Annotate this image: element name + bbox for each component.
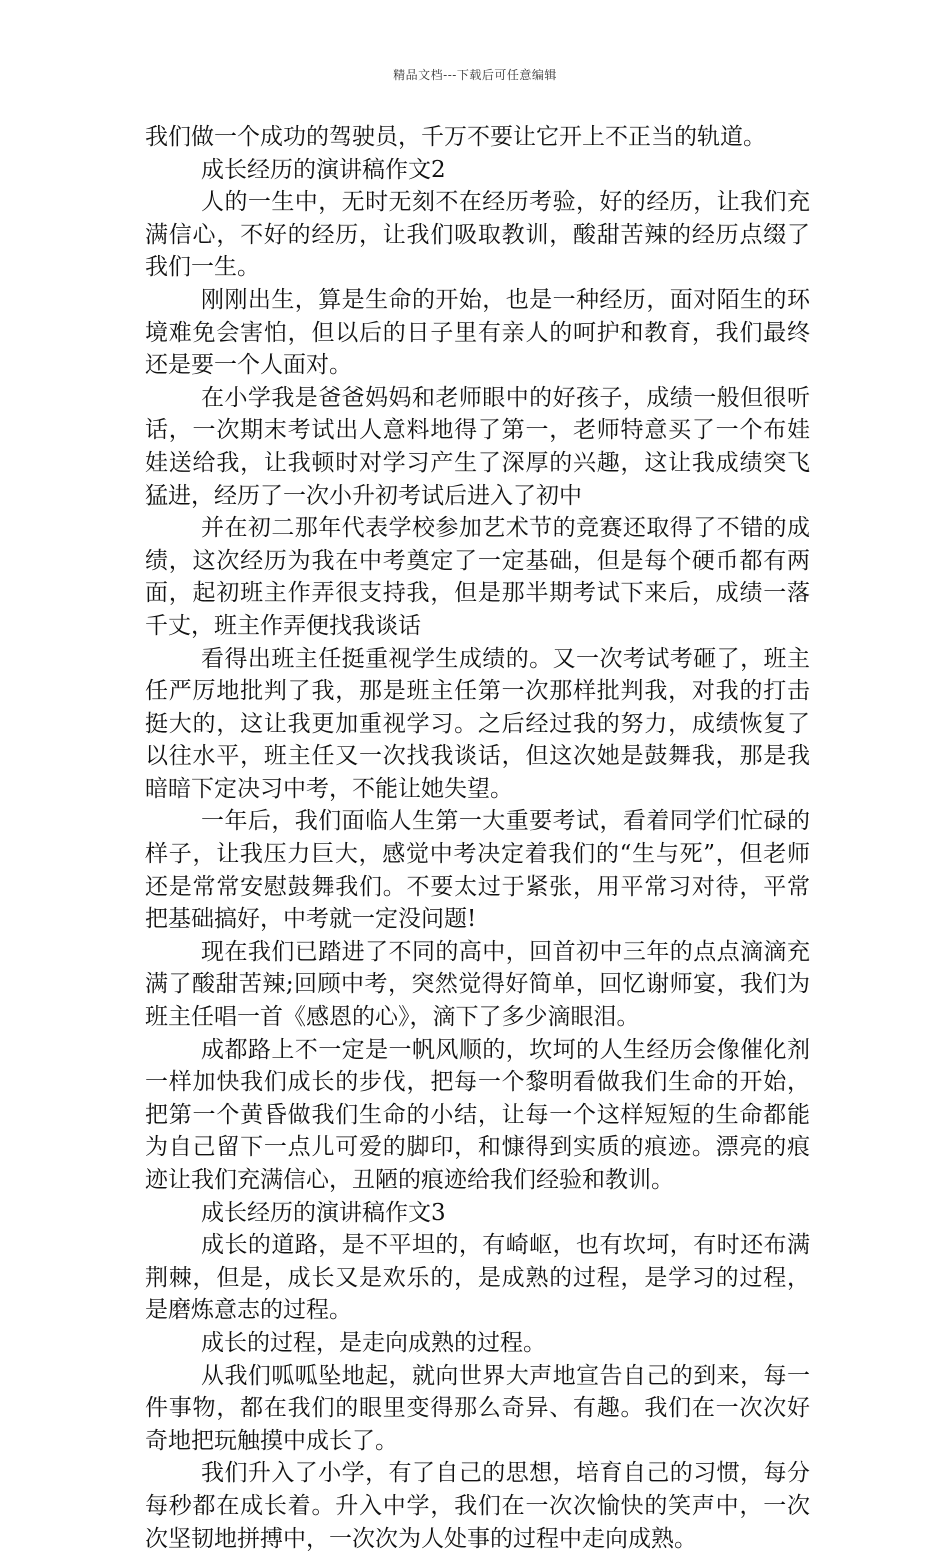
- paragraph: 在小学我是爸爸妈妈和老师眼中的好孩子，成绩一般但很听话，一次期末考试出人意料地得了第一，老师特意买了一个布娃娃送给我，让我顿时对学习产生了深厚的兴趣，这让我成绩突飞猛进，经历了一次小升初考试后进入了初中: [145, 384, 810, 509]
- document-body: [145, 121, 810, 1555]
- section-heading: 成长经历的演讲稿作文3: [201, 1199, 446, 1226]
- section-heading: 成长经历的演讲稿作文2: [201, 156, 446, 183]
- paragraph: 人的一生中，无时无刻不在经历考验，好的经历，让我们充满信心，不好的经历，让我们吸取教训，酸甜苦辣的经历点缀了我们一生。: [145, 189, 810, 281]
- paragraph: 一年后，我们面临人生第一大重要考试，看着同学们忙碌的样子，让我压力巨大，感觉中考决定着我们的“生与死”，但老师还是常常安慰鼓舞我们。不要太过于紧张，用平常习对待，平常把基础搞好，中考就一定没问题!: [145, 808, 810, 933]
- paragraph: 现在我们已踏进了不同的高中，回首初中三年的点点滴滴充满了酸甜苦辣;回顾中考，突然觉得好简单，回忆谢师宴，我们为班主任唱一首《感恩的心》，滴下了多少滴眼泪。: [145, 938, 810, 1031]
- paragraph: 刚刚出生，算是生命的开始，也是一种经历，面对陌生的环境难免会害怕，但以后的日子里有亲人的呵护和教育，我们最终还是要一个人面对。: [145, 286, 810, 379]
- paragraph: 看得出班主任挺重视学生成绩的。又一次考试考砸了，班主任严厉地批判了我，那是班主任第一次那样批判我，对我的打击挺大的，这让我更加重视学习。之后经过我的努力，成绩恢复了以往水平，班主任又一次找我谈话，但这次她是鼓舞我，那是我暗暗下定决习中考，不能让她失望。: [145, 645, 810, 802]
- paragraph: 从我们呱呱坠地起，就向世界大声地宣告自己的到来，每一件事物，都在我们的眼里变得那么奇异、有趣。我们在一次次好奇地把玩触摸中成长了。: [145, 1362, 810, 1454]
- paragraph: 成长的过程，是走向成熟的过程。: [201, 1329, 546, 1356]
- paragraph: 我们做一个成功的驾驶员，千万不要让它开上不正当的轨道。: [145, 124, 766, 150]
- paragraph: 成都路上不一定是一帆风顺的，坎坷的人生经历会像催化剂一样加快我们成长的步伐，把每一个黎明看做我们生命的开始，把第一个黄昏做我们生命的小结，让每一个这样短短的生命都能为自己留下一点儿可爱的脚印，和慷得到实质的痕迹。漂亮的痕迹让我们充满信心，丑陋的痕迹给我们经验和教训。: [145, 1036, 810, 1193]
- paragraph: 我们升入了小学，有了自己的思想，培育自己的习惯，每分每秒都在成长着。升入中学，我们在一次次愉快的笑声中，一次次坚韧地拼搏中，一次次为人处事的过程中走向成熟。: [145, 1460, 810, 1552]
- page-header: 精品文档---下载后可任意编辑: [393, 68, 557, 82]
- paragraph: 并在初二那年代表学校参加艺术节的竞赛还取得了不错的成绩，这次经历为我在中考奠定了一定基础，但是每个硬币都有两面，起初班主作弄很支持我，但是那半期考试下来后，成绩一落千丈，班主作弄便找我谈话: [145, 515, 810, 639]
- paragraph: 成长的道路，是不平坦的，有崎岖，也有坎坷，有时还布满荆棘，但是，成长又是欢乐的，是成熟的过程，是学习的过程，是磨炼意志的过程。: [145, 1232, 810, 1324]
